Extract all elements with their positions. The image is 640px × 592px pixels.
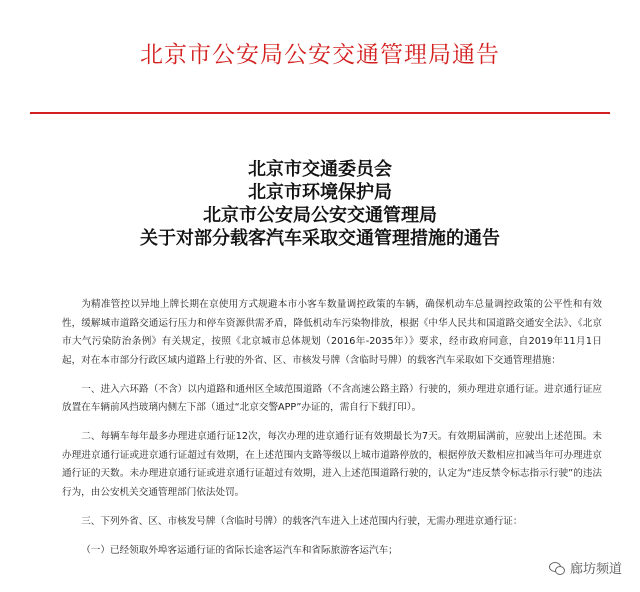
red-divider xyxy=(30,112,610,114)
issuer-environment-bureau: 北京市环境保护局 xyxy=(248,182,392,203)
paragraph-clause-1: 一、进入六环路（不含）以内道路和通州区全域范围道路（不含高速公路主路）行驶的，须办理进京通行证。进京通行证应放置在车辆前风挡玻璃内侧左下部（通过“北京交警APP”办证的，需自行下载打印）。 xyxy=(62,383,602,413)
notice-subject: 关于对部分载客汽车采取交通管理措施的通告 xyxy=(140,228,500,249)
watermark-text: 廊坊频道 xyxy=(569,562,622,577)
wechat-icon xyxy=(549,561,565,575)
issuer-traffic-management: 北京市公安局公安交通管理局 xyxy=(203,205,437,226)
watermark xyxy=(549,558,622,577)
paragraph-clause-2: 二、每辆车每年最多办理进京通行证12次，每次办理的进京通行证有效期最长为7天。有效期届满前，应驶出上述范围。未办理进京通行证或进京通行证超过有效期，在上述范围内支路等级以上城市道路停放的，根据停放天数相应扣减当年可办理进京通行证的天数。未办理进京通行证或进京通行证超过有效期，进入上述范围道路行驶的，认定为“违反禁令标志指示行驶”的违法行为，由公安机关交通管理部门依法处罚。 xyxy=(62,431,602,498)
issuer-transport-commission: 北京市交通委员会 xyxy=(248,159,392,180)
paragraph-clause-3: 三、下列外省、区、市核发号牌（含临时号牌）的载客汽车进入上述范围内行驶，无需办理进京通行证： xyxy=(81,515,523,527)
notice-header xyxy=(0,158,640,250)
paragraph-intro: 为精准管控以异地上牌长期在京使用方式规避本市小客车数量调控政策的车辆，确保机动车总量调控政策的公平性和有效性，缓解城市道路交通运行压力和停车资源供需矛盾，降低机动车污染物排放，根据《中华人民共和国道路交通安全法》、《北京市大气污染防治条例》有关规定，按照《北京城市总体规划（2016年-2035年）》要求，经市政府同意，自2019年11月1日起，对在本市部分行政区域内道路上行驶的外省、区、市核发号牌（含临时号牌）的载客汽车采取如下交通管理措施： xyxy=(62,299,602,366)
paragraph-clause-3-item-1: （一）已经领取外埠客运通行证的省际长途客运汽车和省际旅游客运汽车； xyxy=(81,544,398,556)
banner-title: 北京市公安局公安交通管理局通告 xyxy=(140,42,500,68)
notice-body xyxy=(62,296,602,571)
